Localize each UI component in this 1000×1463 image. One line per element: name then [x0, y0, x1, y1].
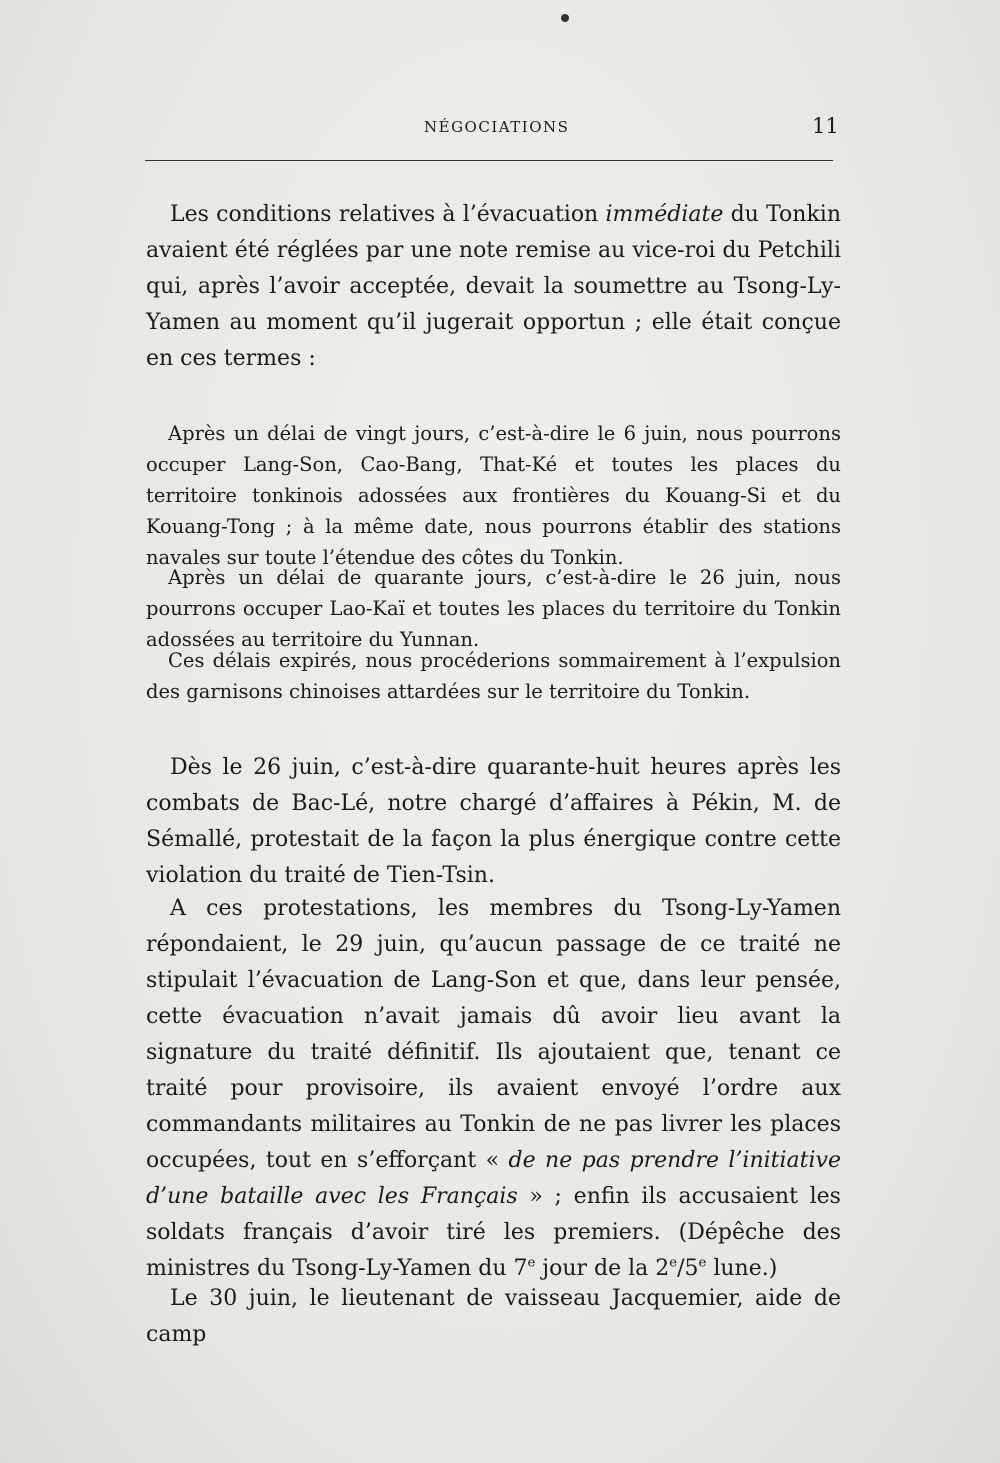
text-run: /5	[677, 1256, 699, 1281]
text-run: lune.)	[706, 1256, 778, 1281]
paragraph-response	[146, 891, 841, 1287]
paragraph-june-30: Le 30 juin, le lieutenant de vaisseau Jacquemier, aide de camp	[146, 1286, 841, 1347]
page-number: 11	[812, 114, 839, 138]
quote-paragraph-2: Après un délai de quarante jours, c’est-à-dire le 26 juin, nous pourrons occuper Lao-Kaï et toutes les places du territoire du Tonkin adossées au territoire du Yunnan.	[146, 566, 841, 651]
superscript: e	[527, 1255, 536, 1271]
ink-spot	[561, 14, 569, 22]
text-run: du Tonkin avaient été réglées par une note remise au vice-roi du Petchili qui, après l’avoir acceptée, devait la soumettre au Tsong-Ly-Yamen au moment qu’il jugerait opportun ; elle était conçue en ces termes :	[146, 202, 842, 371]
italic-quote: de ne pas prendre l’initiative d’une bataille avec les Français	[146, 1148, 841, 1209]
quote-paragraph-1: Après un délai de vingt jours, c’est-à-dire le 6 juin, nous pourrons occuper Lang-Son, Cao-Bang, That-Ké et toutes les places du territoire tonkinois adossées aux frontières du Kouang-Si et du Kouang-Tong ; à la même date, nous pourrons établir des stations navales sur toute l’étendue des côtes du Tonkin.	[146, 422, 841, 569]
superscript: e	[698, 1255, 707, 1271]
text-run: A ces protestations, les membres du Tsong-Ly-Yamen répondaient, le 29 juin, qu’aucun passage de ce traité ne stipulait l’évacuation de Lang-Son et que, dans leur pensée, cette évacuation n’avait jamais dû avoir lieu avant la signature du traité définitif. Ils ajoutaient que, tenant ce traité pour provisoire, ils avaient envoyé l’ordre aux commandants militaires au Tonkin de ne pas livrer les places occupées, tout en s’efforçant «	[146, 896, 841, 1173]
text-run: jour de la 2	[535, 1256, 670, 1281]
superscript: e	[669, 1255, 678, 1271]
paragraph-evacuation-conditions	[146, 197, 841, 377]
italic-text: immédiate	[605, 202, 724, 227]
header-rule	[145, 160, 833, 161]
quote-paragraph-3: Ces délais expirés, nous procéderions sommairement à l’expulsion des garnisons chinoises attardées sur le territoire du Tonkin.	[146, 649, 841, 703]
text-run: Les conditions relatives à l’évacuation	[170, 202, 606, 227]
running-head: NÉGOCIATIONS	[424, 118, 570, 136]
text-run: » ; enfin ils accusaient les soldats français d’avoir tiré les premiers. (Dépêche des ministres du Tsong-Ly-Yamen du 7	[146, 1184, 841, 1281]
paragraph-protest: Dès le 26 juin, c’est-à-dire quarante-huit heures après les combats de Bac-Lé, notre chargé d’affaires à Pékin, M. de Sémallé, protestait de la façon la plus énergique contre cette violation du traité de Tien-Tsin.	[146, 755, 841, 888]
